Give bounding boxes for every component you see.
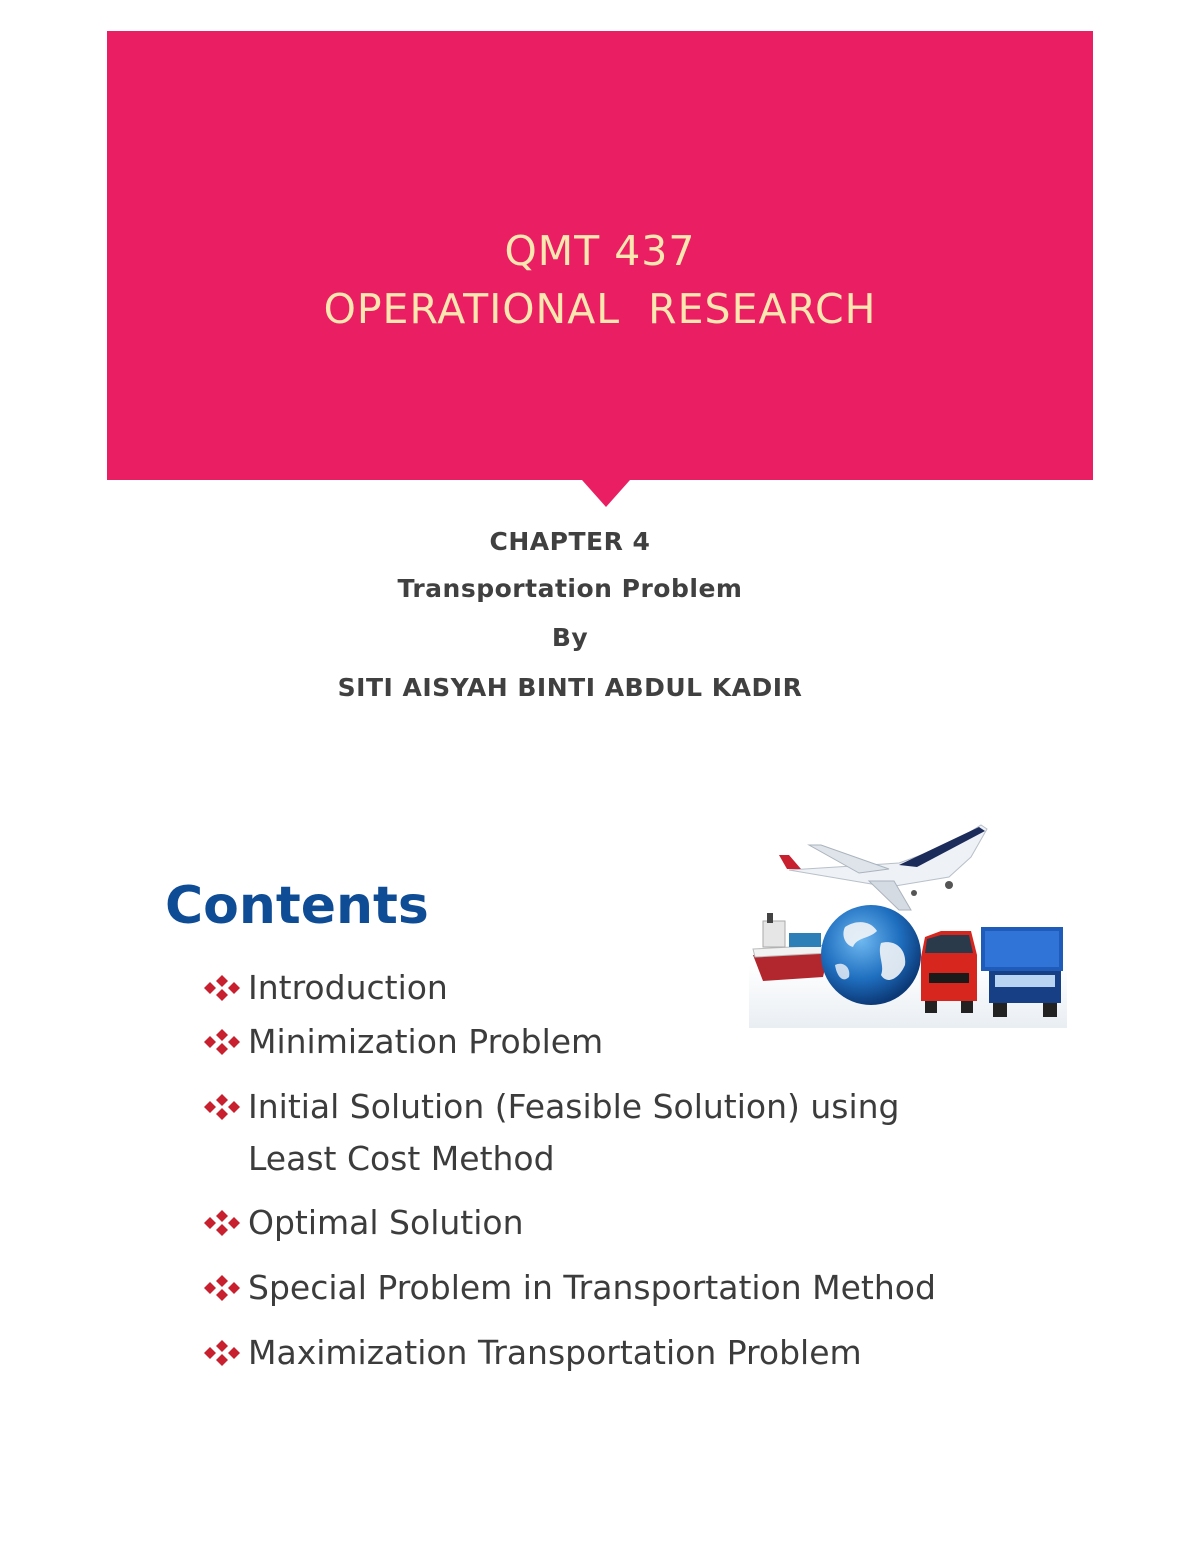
van-icon — [921, 931, 977, 1013]
course-name: OPERATIONAL RESEARCH — [323, 285, 877, 333]
four-diamond-bullet-icon — [204, 1081, 248, 1120]
contents-item-maximization — [204, 1327, 862, 1379]
four-diamond-bullet-icon — [204, 1262, 248, 1301]
chapter-label: CHAPTER 4 — [489, 527, 651, 556]
airplane-icon — [779, 825, 987, 910]
contents-item-text-line-1: Initial Solution (Feasible Solution) using — [248, 1087, 900, 1126]
contents-item-optimal-solution — [204, 1197, 524, 1249]
four-diamond-bullet-icon — [204, 1016, 248, 1055]
four-diamond-bullet-icon — [204, 1327, 248, 1366]
contents-item-text: Minimization Problem — [248, 1022, 604, 1061]
contents-item-text-line-2: Least Cost Method — [248, 1139, 555, 1178]
course-code: QMT 437 — [504, 227, 696, 275]
chapter-topic: Transportation Problem — [397, 574, 743, 603]
contents-item-initial-solution — [204, 1081, 900, 1185]
globe-icon — [821, 905, 921, 1005]
contents-item-text: Maximization Transportation Problem — [248, 1333, 862, 1372]
contents-heading: Contents — [165, 876, 429, 936]
title-banner — [107, 31, 1093, 480]
by-label: By — [551, 623, 589, 652]
contents-item-minimization — [204, 1016, 603, 1068]
four-diamond-bullet-icon — [204, 1197, 248, 1236]
contents-item-text: Special Problem in Transportation Method — [248, 1268, 936, 1307]
transport-globe-illustration — [749, 815, 1067, 1028]
contents-item-text: Introduction — [248, 968, 448, 1007]
ship-icon — [753, 913, 831, 981]
author-name: SITI AISYAH BINTI ABDUL KADIR — [337, 673, 803, 702]
four-diamond-bullet-icon — [204, 962, 248, 1001]
contents-item-text: Optimal Solution — [248, 1203, 524, 1242]
contents-item-introduction — [204, 962, 448, 1014]
contents-item-special-problem — [204, 1262, 936, 1314]
banner-pointer — [582, 480, 630, 507]
